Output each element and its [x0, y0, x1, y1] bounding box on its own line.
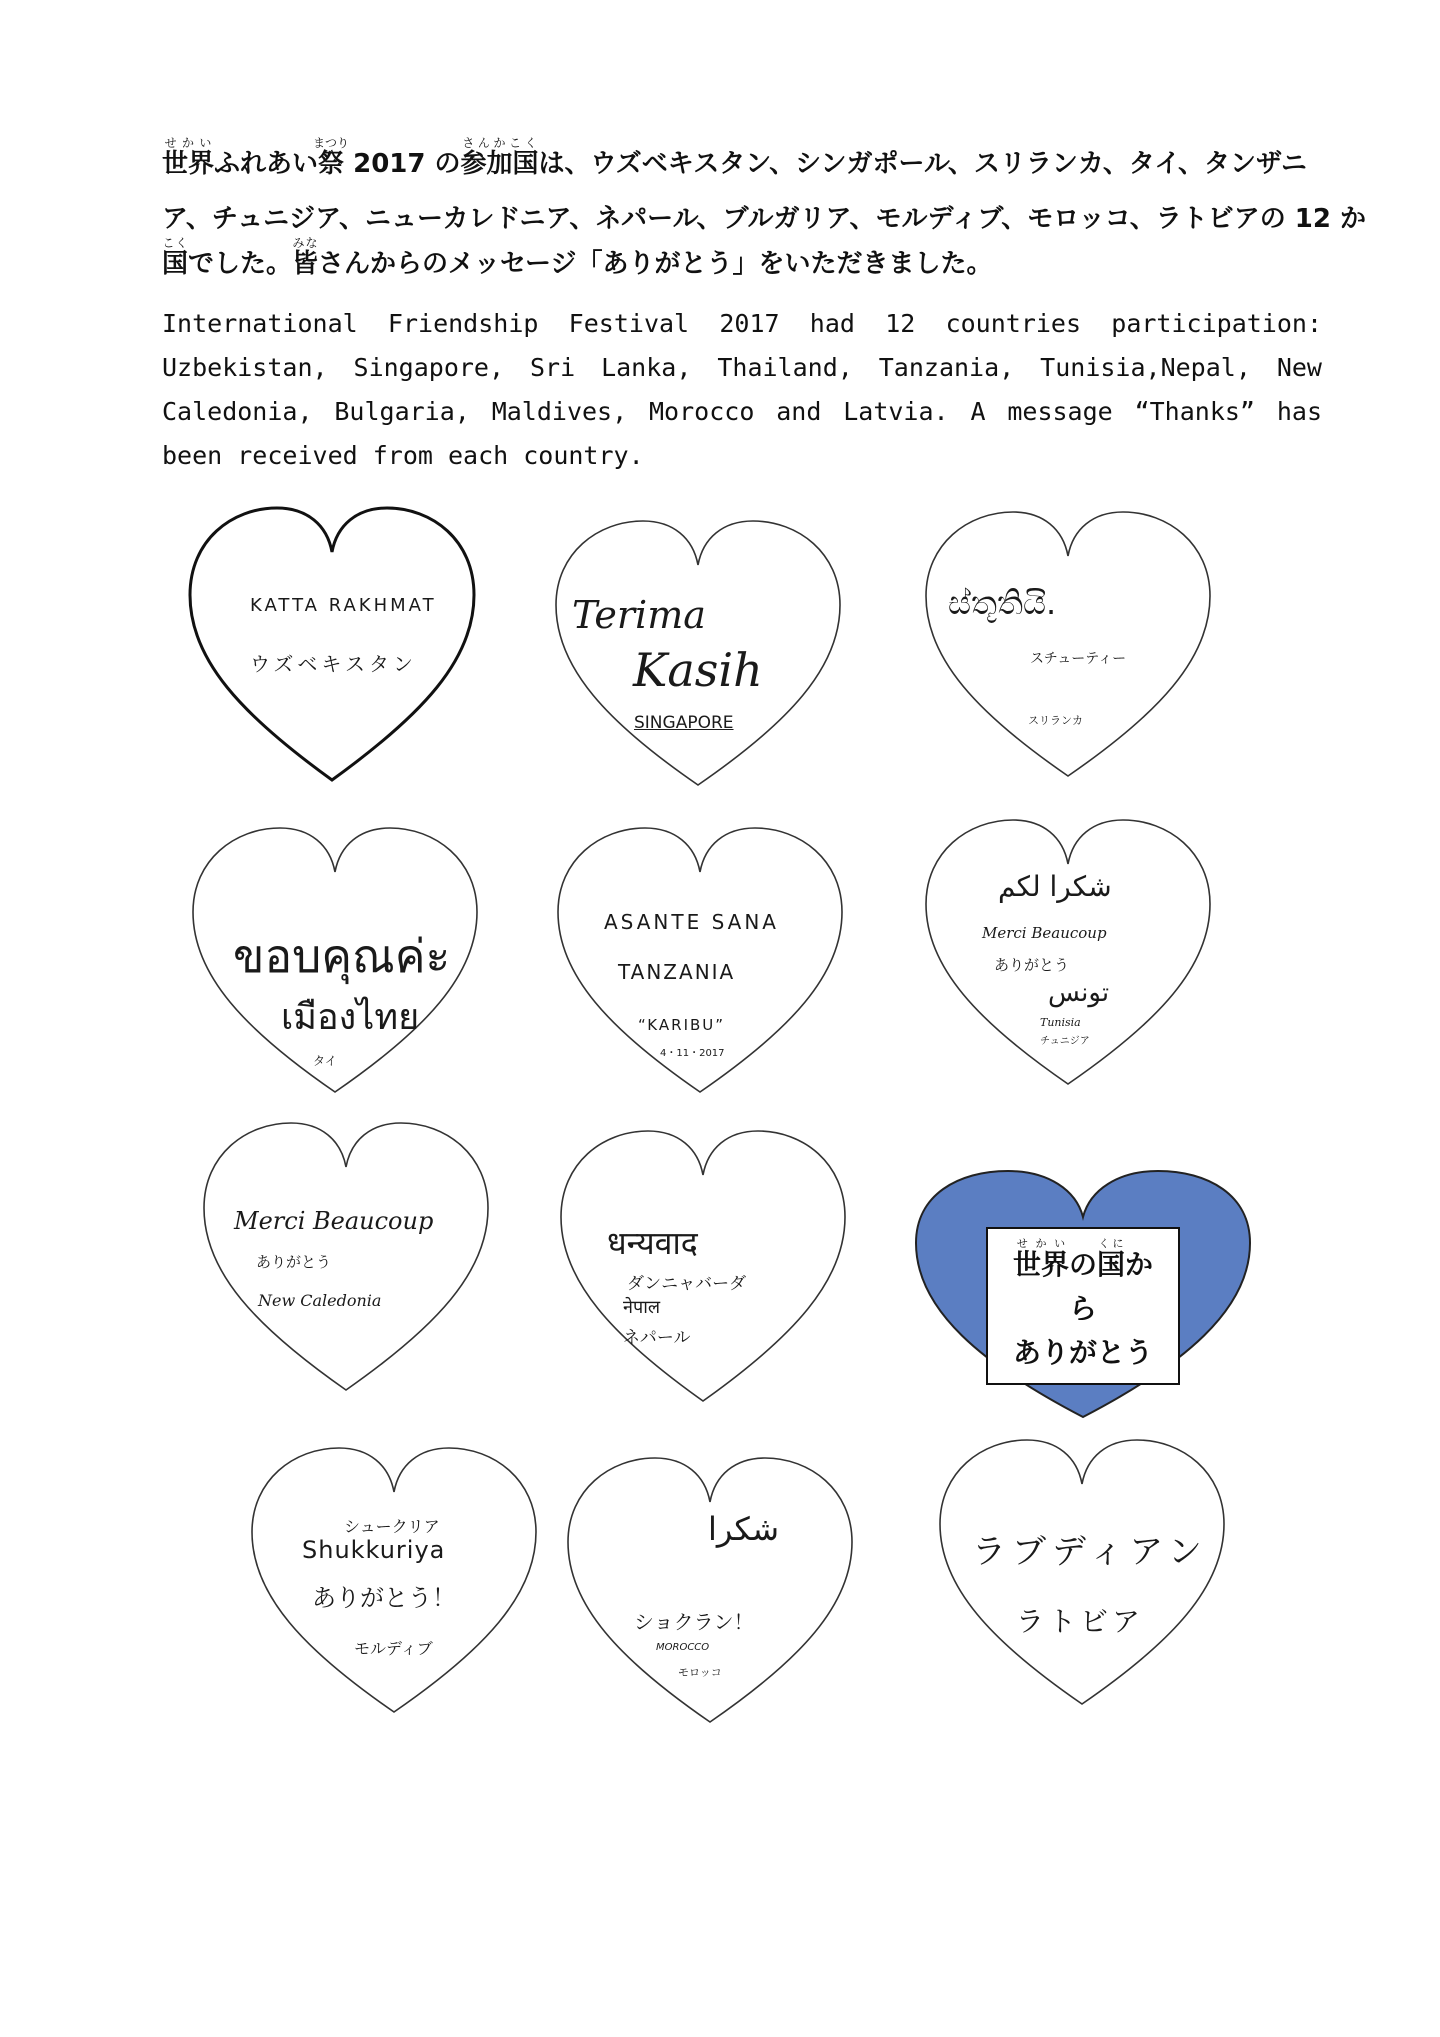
- heart-center-blue: [908, 1165, 1258, 1427]
- uzbekistan-line-1: KATTA RAKHMAT: [250, 595, 437, 616]
- nepal-line-4: ネパール: [623, 1328, 691, 1348]
- morocco-line-4: モロッコ: [678, 1666, 722, 1679]
- maldives-line-3: ありがとう！: [312, 1584, 456, 1612]
- newcaledonia-line-1: Merci Beaucoup: [234, 1207, 434, 1235]
- intro-english-paragraph: International Friendship Festival 2017 had 12 countries participation: Uzbekistan, Singapore, Sri Lanka, Thailand, Tanzania, Tunisia,Nepal, New Caledonia, Bulgaria, Maldives, Morocco and Latvia. A message “Thanks” has been received from each country.: [162, 309, 1322, 470]
- ruby-sankakoku: [460, 136, 539, 179]
- furigana-sankakoku: さんかこく: [460, 136, 539, 150]
- intro-japanese-line-2: ア、チュニジア、ニューカレドニア、ネパール、ブルガリア、モルディブ、モロッコ、ラトビアの 12 か: [162, 204, 1367, 234]
- tunisia-line-5: Tunisia: [1040, 1016, 1081, 1029]
- heart-tunisia: [918, 812, 1218, 1094]
- intro-japanese-line-1: [162, 136, 1322, 180]
- tunisia-line-3: ありがとう: [994, 956, 1070, 974]
- tunisia-line-4: تونس: [1048, 978, 1110, 1008]
- heart-latvia: [932, 1432, 1232, 1714]
- word-year: 2017 の: [344, 149, 461, 179]
- maldives-line-2: Shukkuriya: [302, 1536, 446, 1564]
- center-word-kuni: 国: [1097, 1248, 1126, 1281]
- thailand-line-2: เมืองไทย: [281, 997, 420, 1038]
- morocco-line-3: MOROCCO: [656, 1642, 710, 1653]
- singapore-line-3: SINGAPORE: [634, 713, 734, 733]
- heart-newcaledonia: [196, 1115, 496, 1400]
- thailand-line-1: ขอบคุณค่ะ: [233, 929, 451, 983]
- morocco-line-2: ショクラン！: [634, 1610, 754, 1634]
- tunisia-line-1: شكرا لكم: [998, 870, 1112, 903]
- word-message: さんからのメッセージ「ありがとう」をいただきました。: [318, 249, 993, 279]
- heart-shape-icon: [918, 812, 1218, 1094]
- center-furigana-sekai: せかい: [1012, 1237, 1069, 1250]
- heart-shape-icon: [918, 504, 1218, 786]
- singapore-line-2: Kasih: [633, 643, 763, 697]
- heart-nepal: [553, 1123, 853, 1411]
- heart-singapore: [548, 513, 848, 795]
- furigana-sekai: せかい: [162, 136, 214, 150]
- furigana-matsuri: まつり: [313, 136, 350, 150]
- word-country-list-1: は、ウズベキスタン、シンガポール、スリランカ、タイ、タンザニ: [538, 149, 1307, 179]
- furigana-koku: こく: [162, 236, 189, 250]
- srilanka-line-2: スチューティー: [1030, 651, 1127, 667]
- heart-srilanka: [918, 504, 1218, 786]
- latvia-line-1: ラブディアン: [972, 1532, 1208, 1572]
- word-sankakoku: 参加国: [460, 149, 539, 179]
- nepal-line-3: नेपाल: [623, 1297, 661, 1318]
- furigana-mina: みな: [292, 236, 319, 250]
- singapore-line-1: Terima: [572, 593, 706, 637]
- srilanka-line-1: ස්තූතියි.: [948, 584, 1057, 622]
- center-line-2: ありがとう: [1012, 1336, 1153, 1369]
- tanzania-line-1: ASANTE SANA: [604, 910, 779, 934]
- newcaledonia-line-2: ありがとう: [256, 1253, 332, 1271]
- heart-maldives: [244, 1440, 544, 1722]
- center-furigana-kuni: くに: [1097, 1237, 1126, 1250]
- maldives-line-4: モルディブ: [354, 1639, 433, 1658]
- ruby-center-kuni: [1097, 1237, 1126, 1281]
- tanzania-line-4: 4・11・2017: [660, 1048, 725, 1059]
- ruby-koku: [162, 236, 189, 279]
- uzbekistan-line-2: ウズベキスタン: [250, 652, 417, 676]
- srilanka-line-3: スリランカ: [1028, 714, 1083, 727]
- tanzania-line-2: TANZANIA: [618, 960, 736, 984]
- thailand-line-3: タイ: [313, 1054, 337, 1068]
- morocco-line-1: شكرا: [708, 1510, 780, 1548]
- heart-tanzania: [550, 820, 850, 1102]
- intro-japanese-line-3: [162, 236, 1322, 280]
- center-message-box: [986, 1227, 1180, 1385]
- heart-thailand: [185, 820, 485, 1102]
- newcaledonia-line-3: New Caledonia: [258, 1291, 382, 1310]
- tunisia-line-6: チュニジア: [1040, 1036, 1090, 1047]
- center-word-sekai: 世界: [1012, 1248, 1069, 1281]
- center-word-kara: から: [1068, 1248, 1154, 1325]
- heart-shape-icon: [182, 500, 482, 790]
- nepal-line-2: ダンニャバーダ: [627, 1274, 747, 1294]
- heart-shape-icon: [932, 1432, 1232, 1714]
- ruby-sekai: [162, 136, 215, 179]
- center-line-1: [1002, 1237, 1164, 1331]
- heart-shape-icon: [560, 1450, 860, 1732]
- latvia-line-2: ラトビア: [1016, 1605, 1145, 1638]
- heart-shape-icon: [553, 1123, 853, 1411]
- heart-uzbekistan: [182, 500, 482, 790]
- word-koku: 国: [162, 249, 189, 279]
- ruby-mina: [292, 236, 319, 279]
- word-fureai: ふれあい: [214, 149, 319, 179]
- word-matsuri: 祭: [313, 149, 350, 179]
- tunisia-line-2: Merci Beaucoup: [982, 924, 1107, 942]
- center-word-no: の: [1068, 1248, 1097, 1281]
- heart-shape-icon: [196, 1115, 496, 1400]
- word-mina: 皆: [292, 249, 319, 279]
- word-sekai: 世界: [162, 149, 215, 179]
- ruby-center-sekai: [1012, 1237, 1069, 1281]
- ruby-matsuri: [313, 136, 350, 179]
- tanzania-line-3: “KARIBU”: [638, 1016, 726, 1034]
- maldives-line-1: シュークリア: [344, 1517, 440, 1536]
- nepal-line-1: धन्यवाद: [607, 1224, 698, 1262]
- heart-morocco: [560, 1450, 860, 1732]
- word-deshita: でした。: [188, 249, 293, 279]
